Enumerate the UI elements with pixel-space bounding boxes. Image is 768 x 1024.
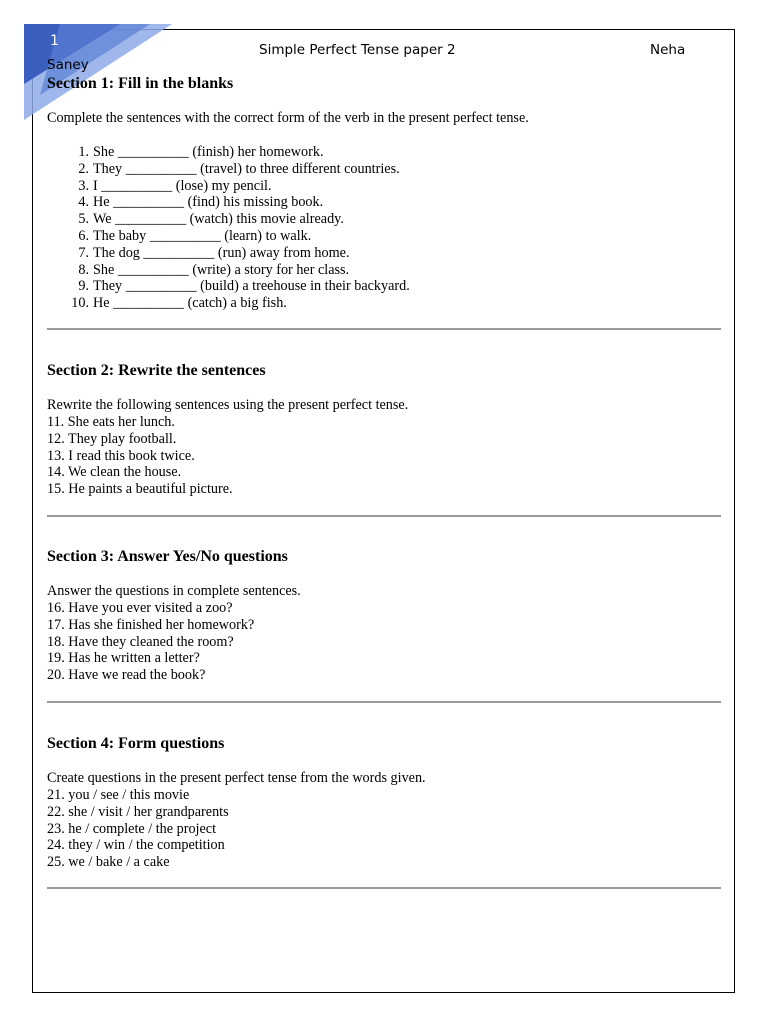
list-item: 12. They play football. <box>47 430 177 447</box>
section-1-list <box>43 144 410 312</box>
list-item: 24. they / win / the competition <box>47 837 225 854</box>
list-item: 2. They __________ (travel) to three different countries. <box>78 160 400 177</box>
section-divider <box>47 328 721 330</box>
list-item: 6. The baby __________ (learn) to walk. <box>78 227 312 244</box>
section-3-instruction: Answer the questions in complete sentences. <box>47 583 301 599</box>
section-4-heading: Section 4: Form questions <box>47 735 225 752</box>
list-item: 20. Have we read the book? <box>47 667 206 684</box>
list-item: 16. Have you ever visited a zoo? <box>47 600 233 616</box>
list-item: 5. We __________ (watch) this movie already. <box>78 211 344 228</box>
section-divider <box>47 515 721 517</box>
list-item: 14. We clean the house. <box>47 464 182 481</box>
list-item: 17. Has she finished her homework? <box>47 616 255 633</box>
section-3-list <box>47 600 254 684</box>
list-item: 18. Have they cleaned the room? <box>47 633 234 650</box>
list-item: 10. He __________ (catch) a big fish. <box>71 295 287 312</box>
list-item: 13. I read this book twice. <box>47 447 195 464</box>
list-item: 11. She eats her lunch. <box>47 414 175 430</box>
section-4-list <box>47 787 229 871</box>
list-item: 7. The dog __________ (run) away from home. <box>78 244 350 261</box>
page-number: 1 <box>50 33 59 49</box>
section-2-list <box>47 414 233 498</box>
list-item: 21. you / see / this movie <box>47 787 190 803</box>
author-first-name: Neha <box>650 42 686 58</box>
section-2-heading: Section 2: Rewrite the sentences <box>47 362 266 379</box>
list-item: 22. she / visit / her grandparents <box>47 803 229 820</box>
list-item: 9. They __________ (build) a treehouse in their backyard. <box>78 278 410 295</box>
list-item: 1. She __________ (finish) her homework. <box>78 144 324 160</box>
section-2-instruction: Rewrite the following sentences using the present perfect tense. <box>47 397 409 413</box>
list-item: 25. we / bake / a cake <box>47 854 170 871</box>
list-item: 15. He paints a beautiful picture. <box>47 481 233 498</box>
section-divider <box>47 701 721 703</box>
author-last-name: Saney <box>47 57 89 73</box>
section-divider <box>47 887 721 889</box>
list-item: 23. he / complete / the project <box>47 820 217 837</box>
list-item: 8. She __________ (write) a story for her class. <box>78 261 350 278</box>
section-1-heading: Section 1: Fill in the blanks <box>47 75 234 92</box>
list-item: 4. He __________ (find) his missing book. <box>78 194 324 211</box>
section-1-instruction: Complete the sentences with the correct form of the verb in the present perfect tense. <box>47 110 529 126</box>
list-item: 3. I __________ (lose) my pencil. <box>78 177 272 194</box>
section-4-instruction: Create questions in the present perfect tense from the words given. <box>47 770 426 786</box>
list-item: 19. Has he written a letter? <box>47 650 200 667</box>
section-3-heading: Section 3: Answer Yes/No questions <box>47 548 288 565</box>
document-title: Simple Perfect Tense paper 2 <box>259 42 456 58</box>
